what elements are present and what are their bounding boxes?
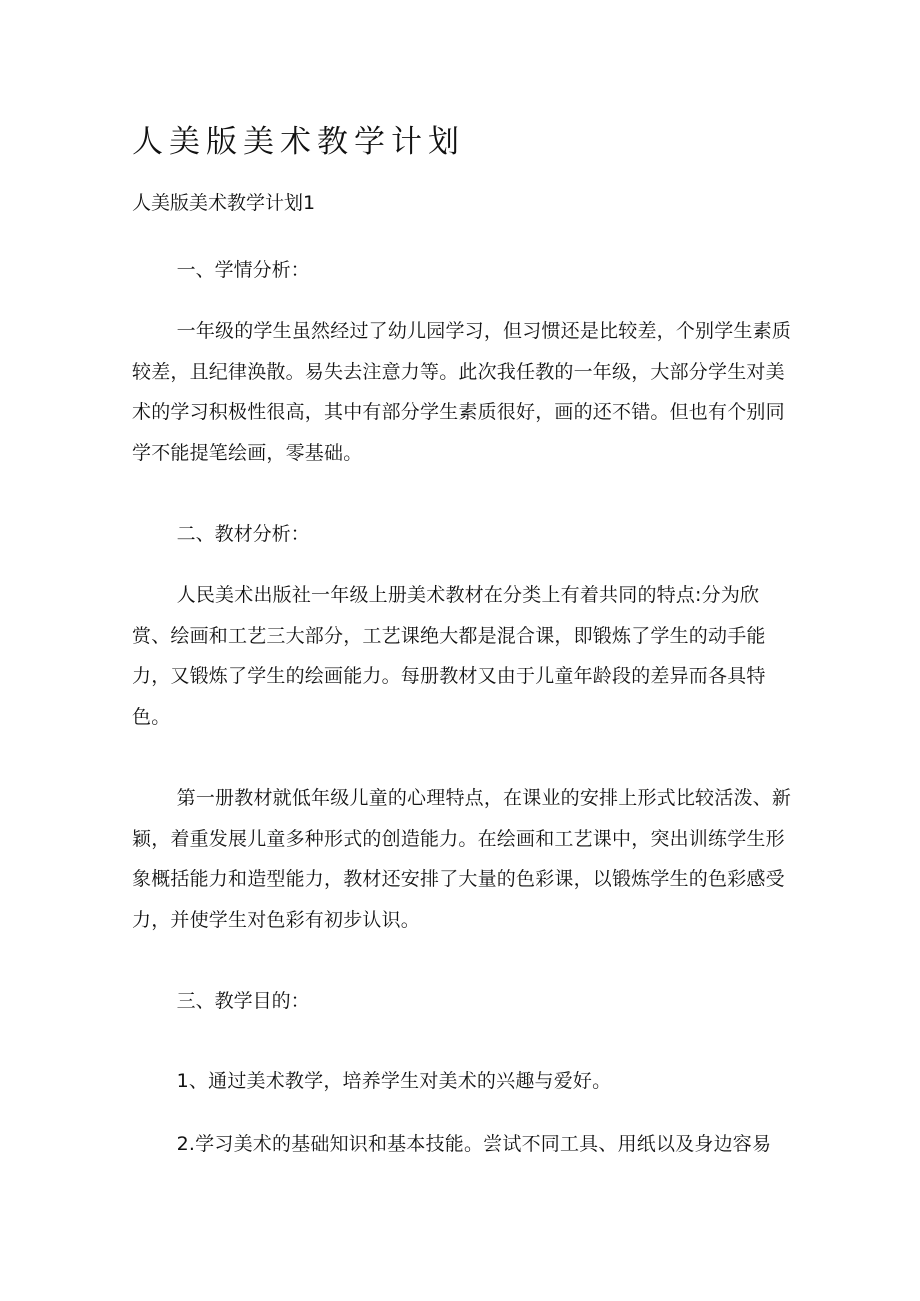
paragraph-learning-analysis: 一年级的学生虽然经过了幼儿园学习，但习惯还是比较差，个别学生素质较差，且纪律涣散。易失去注意力等。此次我任教的一年级，大部分学生对美术的学习积极性很高，其中有部分学生素质很好，画的还不错。但也有个别同学不能提笔绘画，零基础。 (132, 320, 792, 464)
document-subtitle: 人美版美术教学计划1 (132, 192, 316, 214)
section-heading-teaching-goals: 三、教学目的： (176, 990, 310, 1012)
paragraph-textbook-overview: 人民美术出版社一年级上册美术教材在分类上有着共同的特点:分为欣赏、绘画和工艺三大部分，工艺课绝大都是混合课，即锻炼了学生的动手能力，又锻炼了学生的绘画能力。每册教材又由于儿童年龄段的差异而各具特色。 (132, 584, 766, 728)
document-title: 人美版美术教学计划 (132, 124, 465, 160)
list-item-goal-2: 2.学习美术的基础知识和基本技能。尝试不同工具、用纸以及身边容易 (176, 1133, 772, 1155)
section-heading-learning-analysis: 一、学情分析： (176, 259, 310, 281)
section-heading-textbook-analysis: 二、教材分析： (176, 523, 310, 545)
paragraph-first-volume: 第一册教材就低年级儿童的心理特点，在课业的安排上形式比较活泼、新颖，着重发展儿童多种形式的创造能力。在绘画和工艺课中，突出训练学生形象概括能力和造型能力，教材还安排了大量的色彩课，以锻炼学生的色彩感受力，并使学生对色彩有初步认识。 (132, 787, 792, 931)
list-item-goal-1: 1、通过美术教学，培养学生对美术的兴趣与爱好。 (176, 1070, 612, 1092)
